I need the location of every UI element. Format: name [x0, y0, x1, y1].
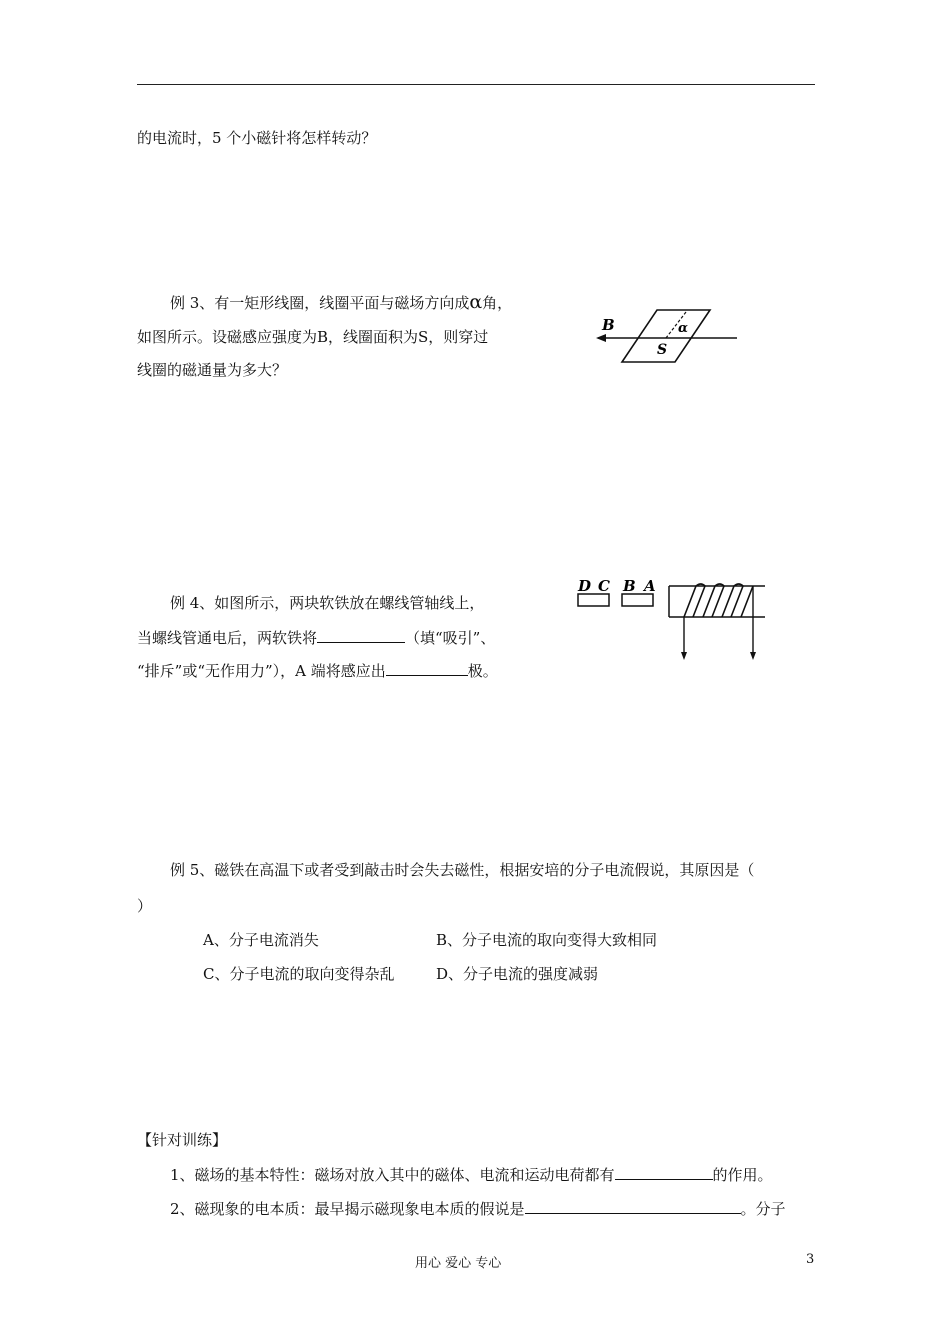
ex4-line2	[137, 627, 495, 648]
figure-label-s: S	[657, 342, 668, 358]
soft-iron-dc	[578, 594, 609, 606]
ex4-line3	[137, 660, 498, 681]
footer-motto: 用心 爱心 专心	[415, 1256, 502, 1271]
ex3-line1-a: 例 3、有一矩形线圈，线圈平面与磁场方向成	[170, 294, 470, 312]
ex4-blank-1	[317, 627, 405, 643]
solenoid-figure	[570, 574, 785, 662]
ex4-line2-b: （填“吸引”、	[405, 629, 496, 647]
ex3-line2: 如图所示。设磁感应强度为B，线圈面积为S，则穿过	[137, 328, 489, 346]
ex5-line1: 例 5、磁铁在高温下或者受到敲击时会失去磁性，根据安培的分子电流假说，其原因是（	[170, 861, 755, 879]
training-item-2-a: 2、磁现象的电本质：最早揭示磁现象电本质的假说是	[170, 1200, 525, 1218]
training-heading: 【针对训练】	[137, 1131, 228, 1149]
training-blank-2	[525, 1198, 741, 1214]
field-arrow-icon	[596, 334, 606, 342]
ex4-line2-a: 当螺线管通电后，两软铁将	[137, 629, 318, 647]
ex4-line1: 例 4、如图所示，两块软铁放在螺线管轴线上，	[170, 594, 485, 612]
ex5-option-c: C、分子电流的取向变得杂乱	[203, 965, 395, 983]
ex3-line1	[170, 292, 512, 313]
training-item-2-b: 。分子	[740, 1200, 786, 1218]
figure-label-b: B	[602, 316, 615, 334]
figure-label-c: C	[598, 577, 610, 595]
q2-tail-text: 的电流时，5 个小磁针将怎样转动？	[137, 129, 377, 147]
training-item-2	[170, 1198, 786, 1219]
figure-label-a: A	[644, 577, 656, 595]
ex5-option-d: D、分子电流的强度减弱	[436, 965, 599, 983]
training-item-1-a: 1、磁场的基本特性：磁场对放入其中的磁体、电流和运动电荷都有	[170, 1166, 615, 1184]
soft-iron-ba	[622, 594, 653, 606]
training-blank-1	[615, 1164, 713, 1180]
ex3-line3: 线圈的磁通量为多大？	[137, 361, 288, 379]
header-rule	[137, 84, 815, 85]
solenoid-windings	[684, 584, 753, 617]
ex4-line3-b: 极。	[467, 662, 498, 680]
ex5-option-a: A、分子电流消失	[203, 931, 319, 949]
coil-field-figure	[590, 300, 750, 375]
training-item-1	[170, 1164, 773, 1185]
ex4-line3-a: “排斥”或“无作用力”），A 端将感应出	[137, 662, 386, 680]
ex3-line1-b: 角，	[482, 294, 513, 312]
figure-label-d: D	[578, 577, 592, 595]
ex5-option-b: B、分子电流的取向变得大致相同	[436, 931, 658, 949]
figure-label-alpha: α	[678, 321, 689, 336]
ex3-alpha: α	[469, 291, 483, 313]
page-number: 3	[806, 1252, 815, 1267]
lead-arrow-right-icon	[750, 652, 756, 660]
training-item-1-b: 的作用。	[712, 1166, 773, 1184]
lead-arrow-left-icon	[681, 652, 687, 660]
figure-label-b4: B	[623, 577, 636, 595]
ex5-line2: ）	[137, 897, 153, 915]
ex4-blank-2	[386, 660, 468, 676]
